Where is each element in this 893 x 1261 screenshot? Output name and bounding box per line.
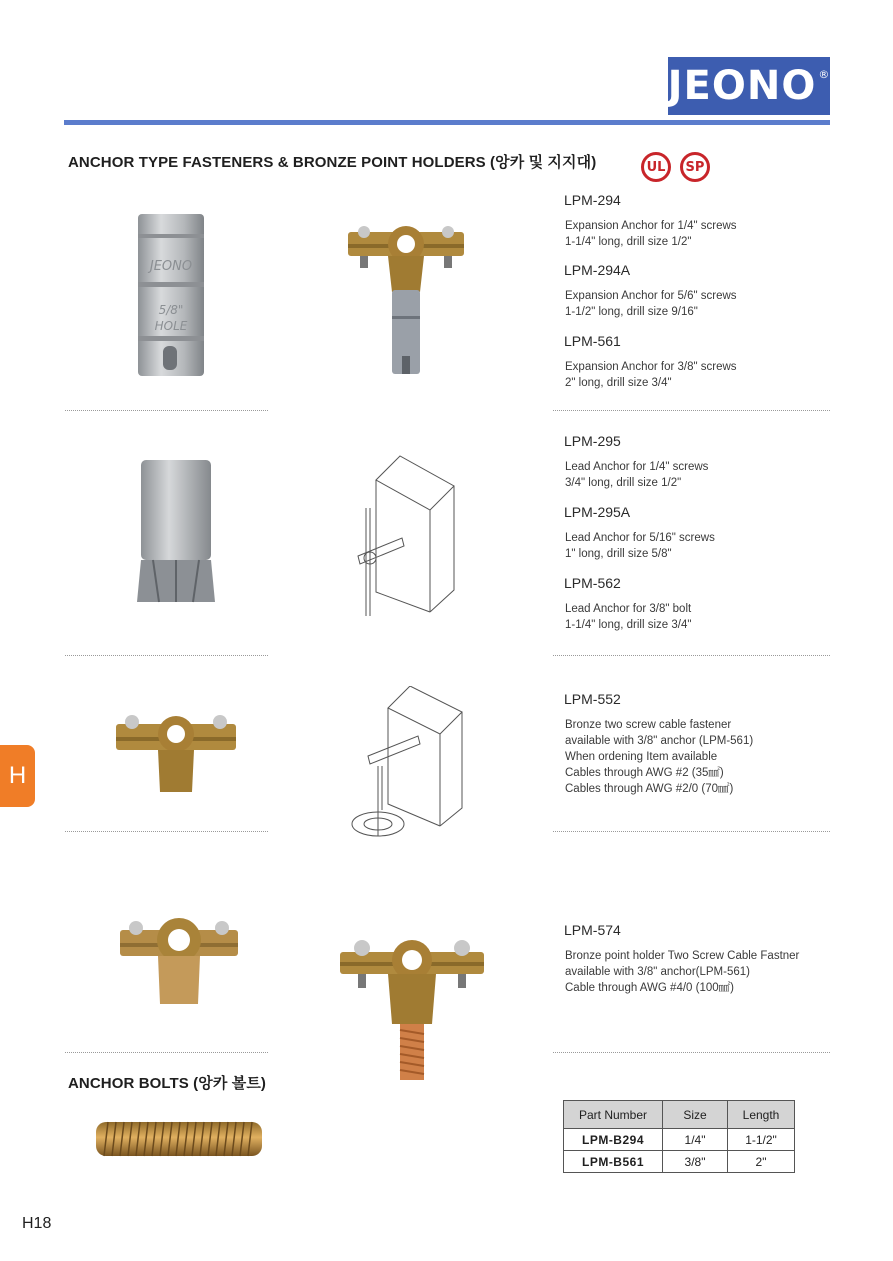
bronze-point-holder-image — [116, 912, 242, 1006]
model-lpm-562: LPM-562 — [564, 575, 621, 591]
table-cell-length: 2" — [728, 1151, 795, 1173]
desc-lpm-294a: Expansion Anchor for 5/6" screws 1-1/2" long, drill size 9/16" — [565, 290, 737, 318]
model-lpm-561: LPM-561 — [564, 333, 621, 349]
expansion-anchor-image — [136, 214, 206, 378]
divider — [553, 410, 830, 411]
anchor-brand-text: JEONO — [149, 259, 193, 274]
page-number: H18 — [22, 1215, 52, 1232]
table-header-row — [564, 1101, 795, 1129]
desc-lpm-574: Bronze point holder Two Screw Cable Fastner available with 3/8" anchor(LPM-561) Cable through AWG #4/0 (100㎟) — [565, 950, 800, 994]
csa-certification-icon: SP — [680, 152, 710, 182]
table-cell-size: 3/8" — [663, 1151, 728, 1173]
threaded-anchor-bolt-image — [94, 1118, 264, 1160]
divider — [65, 410, 268, 411]
model-lpm-295a: LPM-295A — [564, 504, 631, 520]
table-header-part-number: Part Number — [564, 1101, 663, 1129]
desc-lpm-552: Bronze two screw cable fastener available with 3/8" anchor (LPM-561) When ordening Item available Cables through AWG #2 (35㎟) Cables through AWG #2/0 (70㎟) — [565, 719, 754, 795]
desc-lpm-295: Lead Anchor for 1/4" screws 3/4" long, drill size 1/2" — [565, 461, 709, 489]
divider — [553, 1052, 830, 1053]
bronze-holder-with-anchor-image — [344, 224, 468, 374]
desc-lpm-561: Expansion Anchor for 3/8" screws 2" long, drill size 3/4" — [565, 361, 737, 389]
model-lpm-574: LPM-574 — [564, 922, 621, 938]
table-row — [564, 1129, 795, 1151]
divider — [553, 655, 830, 656]
registered-mark: ® — [818, 67, 831, 81]
bronze-point-holder-threaded-image — [338, 938, 486, 1082]
table-cell-part-number: LPM-B294 — [564, 1129, 663, 1151]
header-rule — [64, 120, 830, 125]
anchor-bolt-spec-table — [563, 1100, 795, 1173]
model-lpm-295: LPM-295 — [564, 433, 621, 449]
model-lpm-294: LPM-294 — [564, 192, 621, 208]
ul-certification-icon: UL — [641, 152, 671, 182]
anchor-bolts-section-title: ANCHOR BOLTS (앙카 볼트) — [68, 1075, 266, 1092]
table-header-length: Length — [728, 1101, 795, 1129]
desc-lpm-295a: Lead Anchor for 5/16" screws 1" long, drill size 5/8" — [565, 532, 715, 560]
anchor-hole-word-text: HOLE — [154, 319, 188, 333]
lead-anchor-image — [137, 460, 215, 604]
divider — [65, 655, 268, 656]
fasteners-section-title: ANCHOR TYPE FASTENERS & BRONZE POINT HOLDERS (앙카 및 지지대) — [68, 154, 597, 171]
cable-fastener-installation-diagram — [348, 686, 464, 850]
model-lpm-294a: LPM-294A — [564, 262, 631, 278]
divider — [65, 831, 268, 832]
anchor-hole-size-text: 5/8" — [158, 303, 184, 317]
brand-logo-text: JEONO — [667, 63, 817, 109]
desc-lpm-562: Lead Anchor for 3/8" bolt 1-1/4" long, drill size 3/4" — [565, 603, 692, 631]
table-cell-part-number: LPM-B561 — [564, 1151, 663, 1173]
lead-anchor-installation-diagram — [346, 452, 458, 616]
model-lpm-552: LPM-552 — [564, 691, 621, 707]
brand-logo — [668, 57, 830, 115]
divider — [65, 1052, 268, 1053]
section-side-tab: H — [0, 745, 35, 807]
divider — [553, 831, 830, 832]
table-cell-size: 1/4" — [663, 1129, 728, 1151]
table-row — [564, 1151, 795, 1173]
table-header-size: Size — [663, 1101, 728, 1129]
table-cell-length: 1-1/2" — [728, 1129, 795, 1151]
desc-lpm-294: Expansion Anchor for 1/4" screws 1-1/4" long, drill size 1/2" — [565, 220, 737, 248]
bronze-cable-fastener-image — [112, 712, 240, 794]
